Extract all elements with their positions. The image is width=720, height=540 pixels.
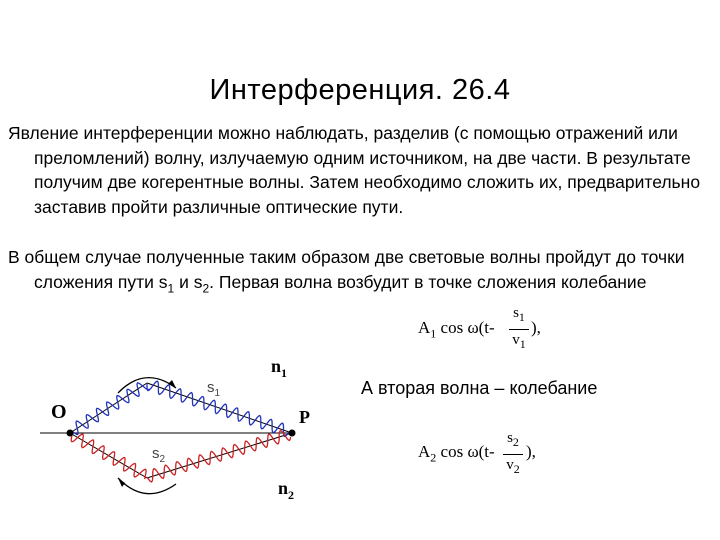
reflection-arrow-bottom [118,478,176,494]
subscript: 2 [288,488,295,502]
label-s2-letter: s [152,445,160,462]
subscript: 1 [281,366,288,380]
subscript: 1 [167,281,175,295]
numerator-symbol: s [513,305,519,321]
paragraph-interference-intro: Явление интерференции можно наблюдать, разделив (с помощью отражений или преломлений) волну, излучаемую одним источником, на две части. В результате получим две когерентные волны. Затем необходимо сложить их, предварительно заставив пройти различные оптические пути. [8,123,701,217]
amplitude-symbol: A [418,442,431,461]
target-point-P [289,430,296,437]
label-s1-letter: s [207,379,215,396]
wave-2-segment-a [71,434,146,479]
arrowhead-icon [118,478,125,487]
numerator-symbol: s [507,430,513,446]
subscript: 2 [430,450,437,465]
formula-tail: ), [526,442,536,461]
wave-1-segment-a [72,383,149,435]
subscript: 1 [430,326,437,341]
label-s2 [152,445,166,465]
paragraph-text: В общем случае полученные таким образом две световые волны пройдут до точки сложения пути s [8,247,685,292]
paragraph-text: и s [174,271,203,292]
label-n2 [278,478,294,502]
label-s1 [207,379,221,399]
subscript: 2 [159,454,166,465]
subscript: 2 [512,435,519,449]
label-O: O [51,401,67,423]
path-O-top-reflector [70,383,147,433]
denominator-symbol: v [512,332,520,348]
label-n1 [271,356,287,380]
formula-body: cos ω(t- [440,318,495,337]
subscript: 2 [513,462,520,476]
slide-title: Интерференция. 26.4 [209,74,511,106]
source-point-O [67,430,74,437]
label-n1-letter: n [271,356,282,376]
amplitude-symbol: A [418,318,431,337]
second-wave-text: А вторая волна – колебание [361,378,598,398]
subscript: 1 [214,388,221,399]
label-P: P [299,407,310,427]
formula-body: cos ω(t- [440,442,495,461]
formula-tail: ), [531,318,541,337]
subscript: 2 [202,281,210,295]
subscript: 1 [519,337,526,351]
denominator-symbol: v [506,457,514,473]
paragraph-text: . Первая волна возбудит в точке сложения колебание [209,271,647,292]
subscript: 1 [518,310,525,324]
path-bottom-reflector-P [147,433,292,478]
wave-2-segment-b [147,431,291,482]
label-n2-letter: n [278,478,289,498]
